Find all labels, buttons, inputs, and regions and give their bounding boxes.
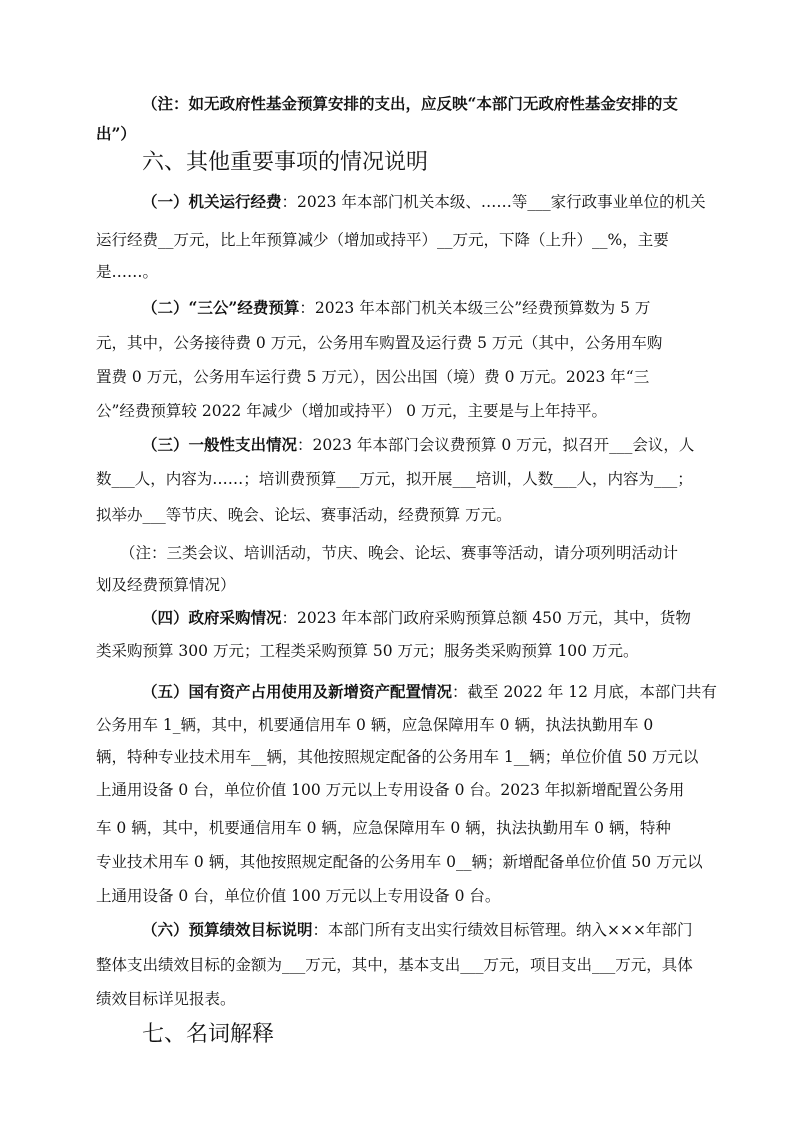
note-line: （注：三类会议、培训活动，节庆、晚会、论坛、赛事等活动，请分项列明活动计 (120, 544, 679, 562)
paragraph-line: 运行经费__万元，比上年预算减少（增加或持平）__万元，下降（上升）__%，主要 (96, 231, 669, 249)
section-heading: 七、名词解释 (142, 1022, 275, 1047)
paragraph-line: 专业技术用车 0 辆，其他按照规定配备的公务用车 0__辆；新增配备单位价值 50 万元以 (96, 853, 703, 871)
paragraph-label: （一）机关运行经费 (142, 192, 282, 211)
paragraph-line: 类采购预算 300 万元；工程类采购预算 50 万元；服务类采购预算 100 万元。 (96, 642, 639, 660)
paragraph-line: 拟举办___等节庆、晚会、论坛、赛事活动，经费预算 万元。 (96, 506, 512, 524)
section-heading: 六、其他重要事项的情况说明 (142, 150, 429, 175)
paragraph-line: 数___人，内容为……；培训费预算___万元，拟开展___培训，人数___人，内容为___； (96, 470, 693, 488)
paragraph-line: 上通用设备 0 台，单位价值 100 万元以上专用设备 0 台。 (96, 887, 501, 905)
paragraph-line: （三）一般性支出情况：2023 年本部门会议费预算 0 万元，拟召开___会议，人 (142, 435, 695, 454)
paragraph-line: （四）政府采购情况：2023 年本部门政府采购预算总额 450 万元，其中，货物 (142, 608, 691, 627)
paragraph-line: 置费 0 万元，公务用车运行费 5 万元），因公出国（境）费 0 万元。2023 年“三 (96, 368, 650, 386)
paragraph-line: 公务用车 1_辆，其中，机要通信用车 0 辆，应急保障用车 0 辆，执法执勤用车 0 (96, 716, 654, 734)
note-line: 出”） (96, 124, 136, 143)
paragraph-line: （六）预算绩效目标说明：本部门所有支出实行绩效目标管理。纳入×××年部门 (142, 920, 693, 939)
paragraph-label: （四）政府采购情况 (142, 608, 282, 627)
paragraph-line: 车 0 辆，其中，机要通信用车 0 辆，应急保障用车 0 辆，执法执勤用车 0 辆，特种 (96, 819, 671, 837)
paragraph-label: （五）国有资产占用使用及新增资产配置情况 (142, 682, 453, 701)
paragraph-line: 公”经费预算较 2022 年减少（增加或持平） 0 万元，主要是与上年持平。 (96, 402, 607, 420)
paragraph-line: （二）“三公”经费预算：2023 年本部门机关本级三公”经费预算数为 5 万 (142, 298, 651, 317)
paragraph-label: （三）一般性支出情况 (142, 435, 298, 454)
paragraph-line: 整体支出绩效目标的金额为___万元，其中，基本支出___万元，项目支出___万元，具体 (96, 956, 693, 974)
paragraph-line: 是……。 (96, 263, 159, 281)
paragraph-label: （二）“三公”经费预算 (142, 298, 300, 317)
paragraph-line: （五）国有资产占用使用及新增资产配置情况：截至 2022 年 12 月底，本部门共有 (142, 682, 717, 701)
paragraph-label: （六）预算绩效目标说明 (142, 920, 313, 939)
note-line: （注：如无政府性基金预算安排的支出，应反映“本部门无政府性基金安排的支 (142, 94, 678, 113)
note-line: 划及经费预算情况） (96, 576, 236, 594)
paragraph-line: 上通用设备 0 台，单位价值 100 万元以上专用设备 0 台。2023 年拟新增配置公务用 (96, 781, 685, 799)
paragraph-line: 辆，特种专业技术用车__辆，其他按照规定配备的公务用车 1__辆；单位价值 50 万元以 (96, 748, 699, 766)
paragraph-line: （一）机关运行经费：2023 年本部门机关本级、……等___家行政事业单位的机关 (142, 192, 706, 211)
paragraph-line: 元，其中，公务接待费 0 万元，公务用车购置及运行费 5 万元（其中，公务用车购 (96, 334, 663, 352)
paragraph-line: 绩效目标详见报表。 (96, 990, 236, 1008)
